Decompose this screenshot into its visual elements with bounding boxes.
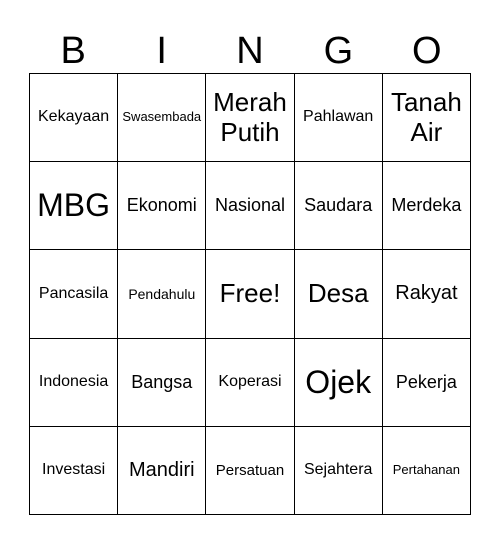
- header-letter-o: O: [412, 30, 442, 72]
- bingo-cell-r4c3[interactable]: [206, 339, 294, 427]
- bingo-cell-r2c5[interactable]: [383, 162, 471, 250]
- bingo-cell-r1c5[interactable]: [383, 74, 471, 162]
- cell-text: Persatuan: [215, 461, 285, 479]
- cell-text: Pendahulu: [128, 285, 196, 302]
- cell-text: Kekayaan: [38, 108, 110, 126]
- cell-text: Desa: [307, 278, 369, 309]
- header-letter-n: N: [236, 30, 264, 72]
- cell-text: Swasembada: [122, 109, 202, 125]
- bingo-cell-r4c1[interactable]: [30, 339, 118, 427]
- bingo-cell-r5c2[interactable]: [118, 427, 206, 515]
- bingo-cell-r1c3[interactable]: [206, 74, 294, 162]
- cell-text: Saudara: [304, 195, 373, 216]
- bingo-cell-r3c3-free[interactable]: [206, 250, 294, 338]
- bingo-cell-r3c5[interactable]: [383, 250, 471, 338]
- cell-text: Mandiri: [129, 458, 195, 481]
- cell-text: Merah Putih: [213, 86, 287, 147]
- cell-text: Sejahtera: [303, 461, 373, 479]
- cell-text: Pertahanan: [392, 461, 460, 477]
- bingo-cell-r2c2[interactable]: [118, 162, 206, 250]
- cell-text: Indonesia: [38, 373, 109, 390]
- cell-text: Rakyat: [395, 282, 458, 305]
- header-letter-i: I: [156, 30, 167, 72]
- cell-text: Investasi: [42, 461, 106, 479]
- bingo-cell-r3c2[interactable]: [118, 250, 206, 338]
- cell-text: MBG: [37, 187, 111, 224]
- free-space-label: Free!: [219, 278, 281, 309]
- bingo-cell-r5c3[interactable]: [206, 427, 294, 515]
- bingo-cell-r4c2[interactable]: [118, 339, 206, 427]
- bingo-cell-r2c3[interactable]: [206, 162, 294, 250]
- bingo-cell-r5c5[interactable]: [383, 427, 471, 515]
- cell-text: Nasional: [214, 195, 286, 216]
- bingo-cell-r1c2[interactable]: [118, 74, 206, 162]
- bingo-board: [29, 73, 471, 515]
- header-letter-b: B: [60, 30, 86, 72]
- cell-text: Merdeka: [391, 195, 462, 216]
- cell-text: Pahlawan: [303, 108, 374, 126]
- cell-text: Pekerja: [395, 371, 457, 392]
- cell-text: Bangsa: [131, 371, 193, 392]
- bingo-cell-r2c4[interactable]: [295, 162, 383, 250]
- bingo-cell-r3c1[interactable]: [30, 250, 118, 338]
- cell-text: Tanah Air: [390, 86, 462, 147]
- bingo-cell-r5c4[interactable]: [295, 427, 383, 515]
- cell-text: Ojek: [305, 363, 372, 400]
- bingo-header: [29, 28, 471, 74]
- bingo-cell-r4c4[interactable]: [295, 339, 383, 427]
- bingo-cell-r5c1[interactable]: [30, 427, 118, 515]
- bingo-cell-r3c4[interactable]: [295, 250, 383, 338]
- bingo-cell-r2c1[interactable]: [30, 162, 118, 250]
- bingo-cell-r1c4[interactable]: [295, 74, 383, 162]
- cell-text: Koperasi: [218, 373, 282, 390]
- cell-text: Ekonomi: [126, 195, 197, 216]
- header-letter-g: G: [323, 30, 354, 72]
- bingo-cell-r1c1[interactable]: [30, 74, 118, 162]
- bingo-cell-r4c5[interactable]: [383, 339, 471, 427]
- cell-text: Pancasila: [38, 284, 109, 302]
